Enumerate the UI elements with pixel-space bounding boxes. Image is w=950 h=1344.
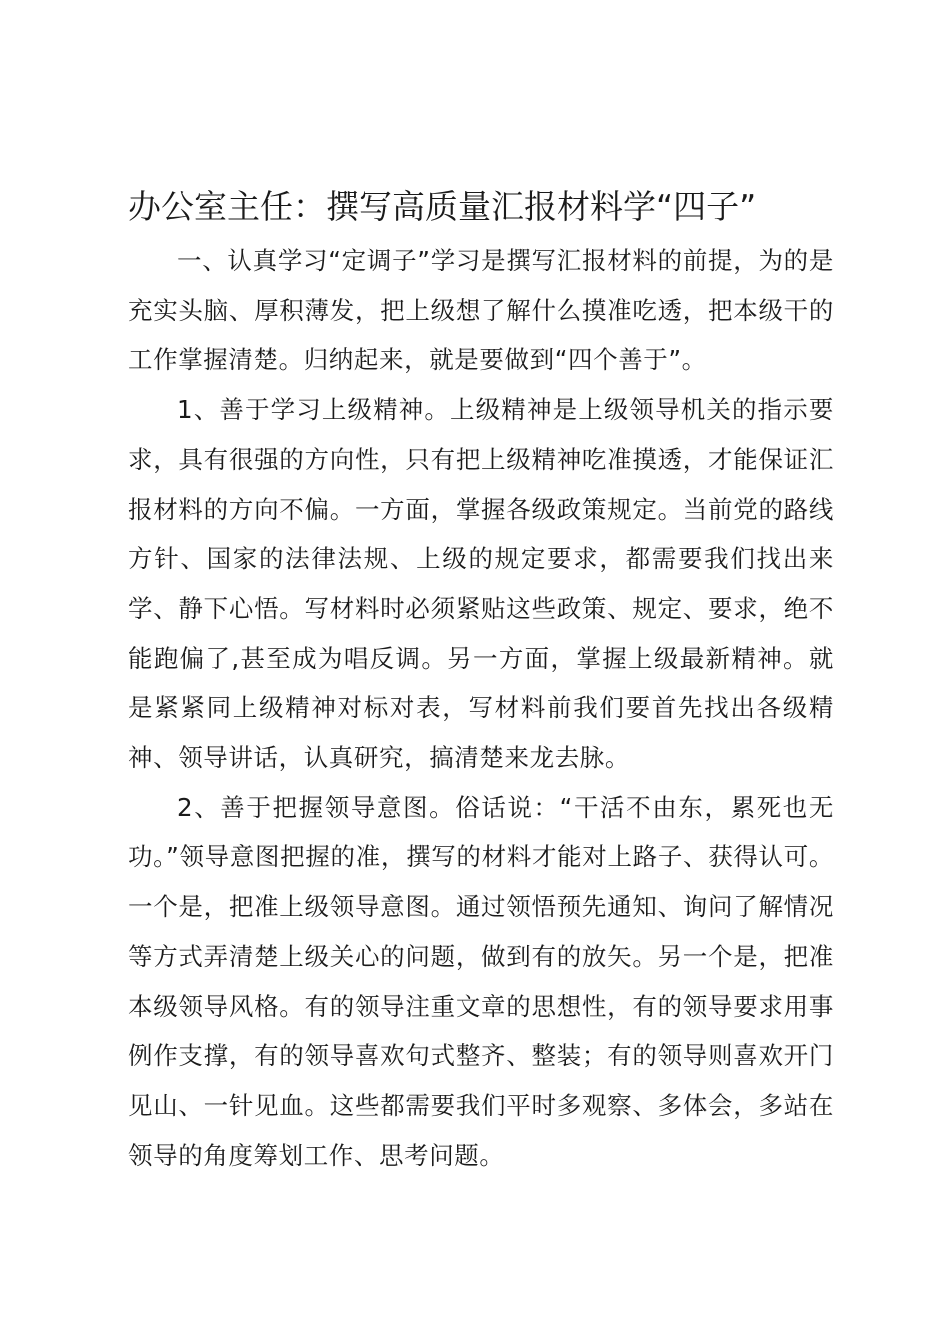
paragraph-item-one: 1、善于学习上级精神。上级精神是上级领导机关的指示要求，具有很强的方向性，只有把上级精神吃准摸透，才能保证汇报材料的方向不偏。一方面，掌握各级政策规定。当前党的路线方针、国家的法律法规、上级的规定要求，都需要我们找出来学、静下心悟。写材料时必须紧贴这些政策、规定、要求，绝不能跑偏了,甚至成为唱反调。另一方面，掌握上级最新精神。就是紧紧同上级精神对标对表，写材料前我们要首先找出各级精神、领导讲话，认真研究，搞清楚来龙去脉。 xyxy=(128,395,834,773)
paragraph-item-two: 2、善于把握领导意图。俗话说：“干活不由东，累死也无功。”领导意图把握的准，撰写的材料才能对上路子、获得认可。一个是，把准上级领导意图。通过领悟预先通知、询问了解情况等方式弄清楚上级关心的问题，做到有的放矢。另一个是，把准本级领导风格。有的领导注重文章的思想性，有的领导要求用事例作支撑，有的领导喜欢句式整齐、整装；有的领导则喜欢开门见山、一针见血。这些都需要我们平时多观察、多体会，多站在领导的角度筹划工作、思考问题。 xyxy=(128,792,834,1170)
document-title: 办公室主任：撰写高质量汇报材料学“四子” xyxy=(128,187,757,226)
paragraph-section-one: 一、认真学习“定调子”学习是撰写汇报材料的前提，为的是充实头脑、厚积薄发，把上级想了解什么摸准吃透，把本级干的工作掌握清楚。归纳起来，就是要做到“四个善于”。 xyxy=(128,246,834,375)
document-body xyxy=(128,178,834,1180)
